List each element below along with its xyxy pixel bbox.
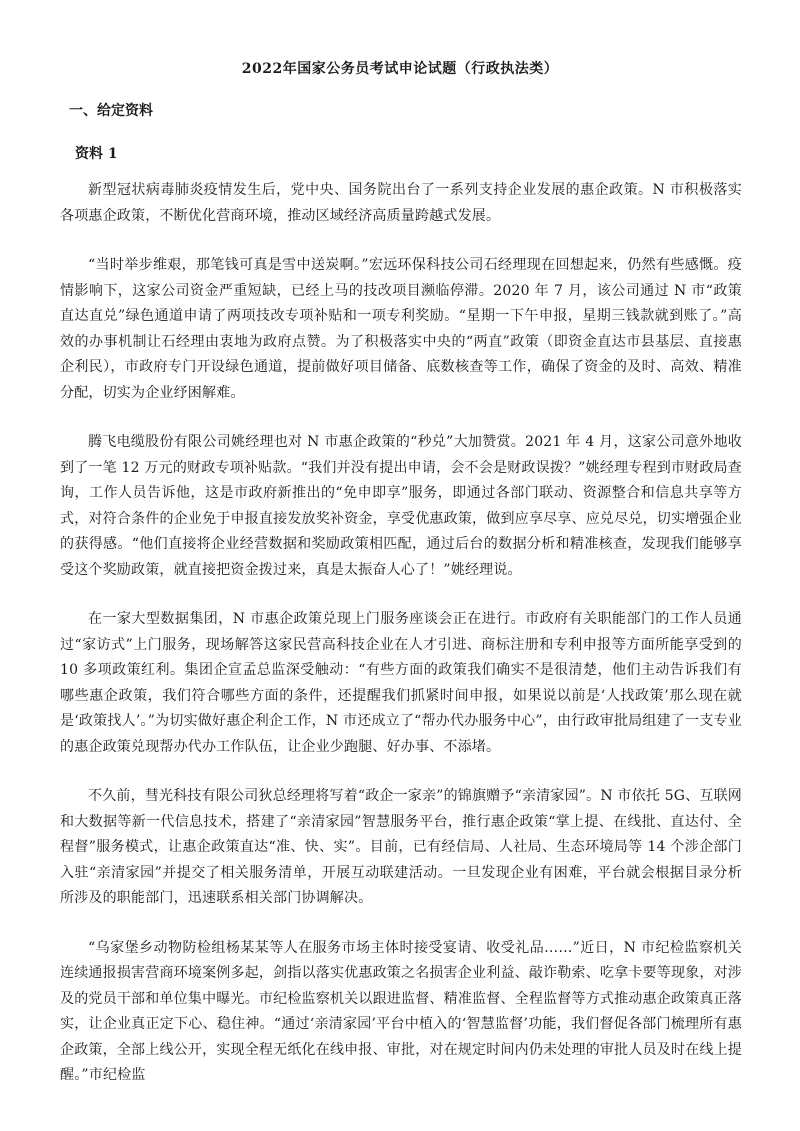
document-title: 2022年国家公务员考试申论试题（行政执法类） <box>241 61 559 77</box>
section-heading: 一、给定资料 <box>69 103 153 119</box>
paragraph: 在一家大型数据集团，N 市惠企政策兑现上门服务座谈会正在进行。市政府有关职能部门的工作人员通过“家访式”上门服务，现场解答这家民营高科技企业在人才引进、商标注册和专利申报等方面所能享受到的 10 多项政策红利。集团企宣孟总监深受触动：“有些方面的政策我们确实不是很清楚，他们主动告诉我们有哪些惠企政策，我们符合哪些方面的条件，还提醒我们抓紧时间申报，如果说以前是‘人找政策’那么现在就是‘政策找人’。”为切实做好惠企利企工作，N 市还成立了“帮办代办服务中心”，由行政审批局组建了一支专业的惠企政策兑现帮办代办工作队伍，让企业少跑腿、好办事、不添堵。 <box>60 611 742 755</box>
paragraph: 腾飞电缆股份有限公司姚经理也对 N 市惠企政策的“秒兑”大加赞赏。2021 年 4 月，这家公司意外地收到了一笔 12 万元的财政专项补贴款。“我们并没有提出申请，会不会是财政误拨？”姚经理专程到市财政局查询，工作人员告诉他，这是市政府新推出的“免申即享”服务，即通过各部门联动、资源整合和信息共享等方式，对符合条件的企业免于申报直接发放奖补资金，享受优惠政策，做到应享尽享、应兑尽兑，切实增强企业的获得感。“他们直接将企业经营数据和奖励政策相匹配，通过后台的数据分析和精准核查，发现我们能够享受这个奖励政策，就直接把资金拨过来，真是太振奋人心了！”姚经理说。 <box>60 434 742 578</box>
paragraph: 不久前，彗光科技有限公司狄总经理将写着“政企一家亲”的锦旗赠予“亲清家园”。N 市依托 5G、互联网和大数据等新一代信息技术，搭建了“亲清家园”智慧服务平台，推行惠企政策“掌上提、在线批、直达付、全程督”服务模式，让惠企政策直达“准、快、实”。目前，已有经信局、人社局、生态环境局等 14 个涉企部门入驻“亲清家园”并提交了相关服务清单，开展互动联建活动。一旦发现企业有困难，平台就会根据目录分析所涉及的职能部门，迅速联系相关部门协调解决。 <box>60 788 742 906</box>
body-text <box>60 178 742 1113</box>
material-heading: 资料 1 <box>75 146 118 162</box>
paragraph: 新型冠状病毒肺炎疫情发生后，党中央、国务院出台了一系列支持企业发展的惠企政策。N 市积极落实各项惠企政策，不断优化营商环境，推动区域经济高质量跨越式发展。 <box>60 182 742 224</box>
paragraph: “当时举步维艰，那笔钱可真是雪中送炭啊。”宏远环保科技公司石经理现在回想起来，仍然有些感慨。疫情影响下，这家公司资金严重短缺，已经上马的技改项目濒临停滞。2020 年 7 月，该公司通过 N 市“政策直达直兑”绿色通道申请了两项技改专项补贴和一项专利奖励。“星期一下午申报，星期三钱款就到账了。”高效的办事机制让石经理由衷地为政府点赞。为了积极落实中央的“两直”政策（即资金直达市县基层、直接惠企利民），市政府专门开设绿色通道，提前做好项目储备、底数核查等工作，确保了资金的及时、高效、精准分配，切实为企业纾困解难。 <box>60 257 742 401</box>
paragraph: “乌家堡乡动物防检组杨某某等人在服务市场主体时接受宴请、收受礼品……”近日，N 市纪检监察机关连续通报损害营商环境案例多起，剑指以落实优惠政策之名损害企业利益、敲诈勒索、吃拿卡要等现象，对涉及的党员干部和单位集中曝光。市纪检监察机关以跟进监督、精准监督、全程监督等方式推动惠企政策真正落实，让企业真正定下心、稳住神。“通过‘亲清家园’平台中植入的‘智慧监督’功能，我们督促各部门梳理所有惠企政策，全部上线公开，实现全程无纸化在线申报、审批，对在规定时间内仍未处理的审批人员及时在线上提醒。”市纪检监 <box>60 939 742 1083</box>
